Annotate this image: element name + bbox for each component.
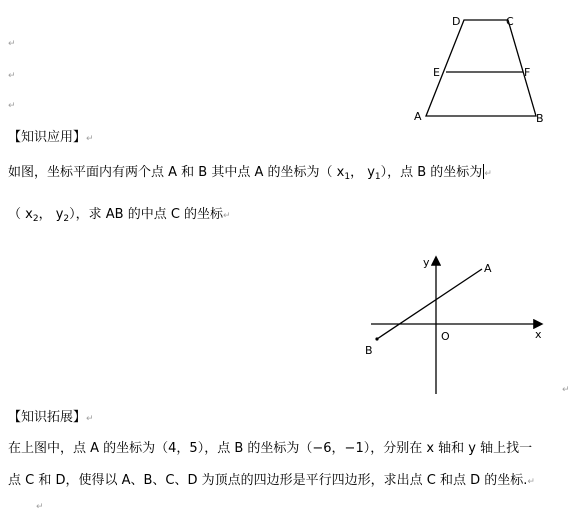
label-x-axis: x [535, 328, 542, 341]
problem1-line2 [8, 207, 231, 227]
label-d: D [452, 15, 461, 28]
subscript: 2 [32, 214, 39, 224]
paragraph-mark: ↵ [8, 39, 16, 49]
paragraph-mark: ↵ [36, 502, 44, 512]
paragraph-mark: ↵ [223, 211, 231, 221]
problem-text: ），求 AB 的中点 C 的坐标 [69, 207, 224, 222]
problem2-line2 [8, 473, 535, 489]
segment-ab [377, 269, 482, 339]
paragraph-mark: ↵ [484, 169, 492, 179]
trapezoid-outline [426, 20, 536, 116]
problem-text: 点 C 和 D，使得以 A、B、C、D 为顶点的四边形是平行四边形，求出点 C 和点 D 的坐标. [8, 473, 528, 488]
paragraph-mark: ↵ [562, 385, 570, 395]
label-b: B [536, 112, 544, 125]
label-a: A [414, 110, 422, 123]
paragraph-mark: ↵ [86, 134, 94, 144]
section-heading-apply [8, 130, 94, 146]
problem1-line1 [8, 164, 492, 185]
paragraph-mark: ↵ [8, 71, 16, 81]
problem2-line1: 在上图中，点 A 的坐标为（4，5），点 B 的坐标为（−6，−1），分别在 x 轴和 y 轴上找一 [8, 441, 533, 456]
problem-text: ），点 B 的坐标为 [380, 165, 483, 180]
trapezoid-figure [400, 6, 560, 130]
label-origin: O [441, 330, 450, 343]
paragraph-mark: ↵ [86, 414, 94, 424]
section-title: 【知识应用】 [8, 130, 87, 145]
subscript: 2 [63, 214, 70, 224]
subscript: 1 [374, 172, 381, 182]
section-title: 【知识拓展】 [8, 410, 87, 425]
label-point-a: A [484, 262, 492, 275]
section-heading-extend [8, 410, 94, 426]
paragraph-mark: ↵ [8, 101, 16, 111]
label-c: C [506, 15, 514, 28]
paragraph-mark: ↵ [527, 477, 535, 487]
problem-text: （ x [8, 207, 33, 222]
label-point-b: B [365, 344, 373, 357]
problem-text: ， y [350, 165, 375, 180]
point-b [375, 337, 378, 340]
label-e: E [433, 66, 440, 79]
problem-text: 如图，坐标平面内有两个点 A 和 B 其中点 A 的坐标为（ x [8, 165, 345, 180]
problem-text: ， y [38, 207, 64, 222]
label-y-axis: y [423, 256, 430, 269]
label-f: F [524, 66, 531, 79]
coordinate-figure [355, 248, 555, 398]
subscript: 1 [344, 172, 351, 182]
